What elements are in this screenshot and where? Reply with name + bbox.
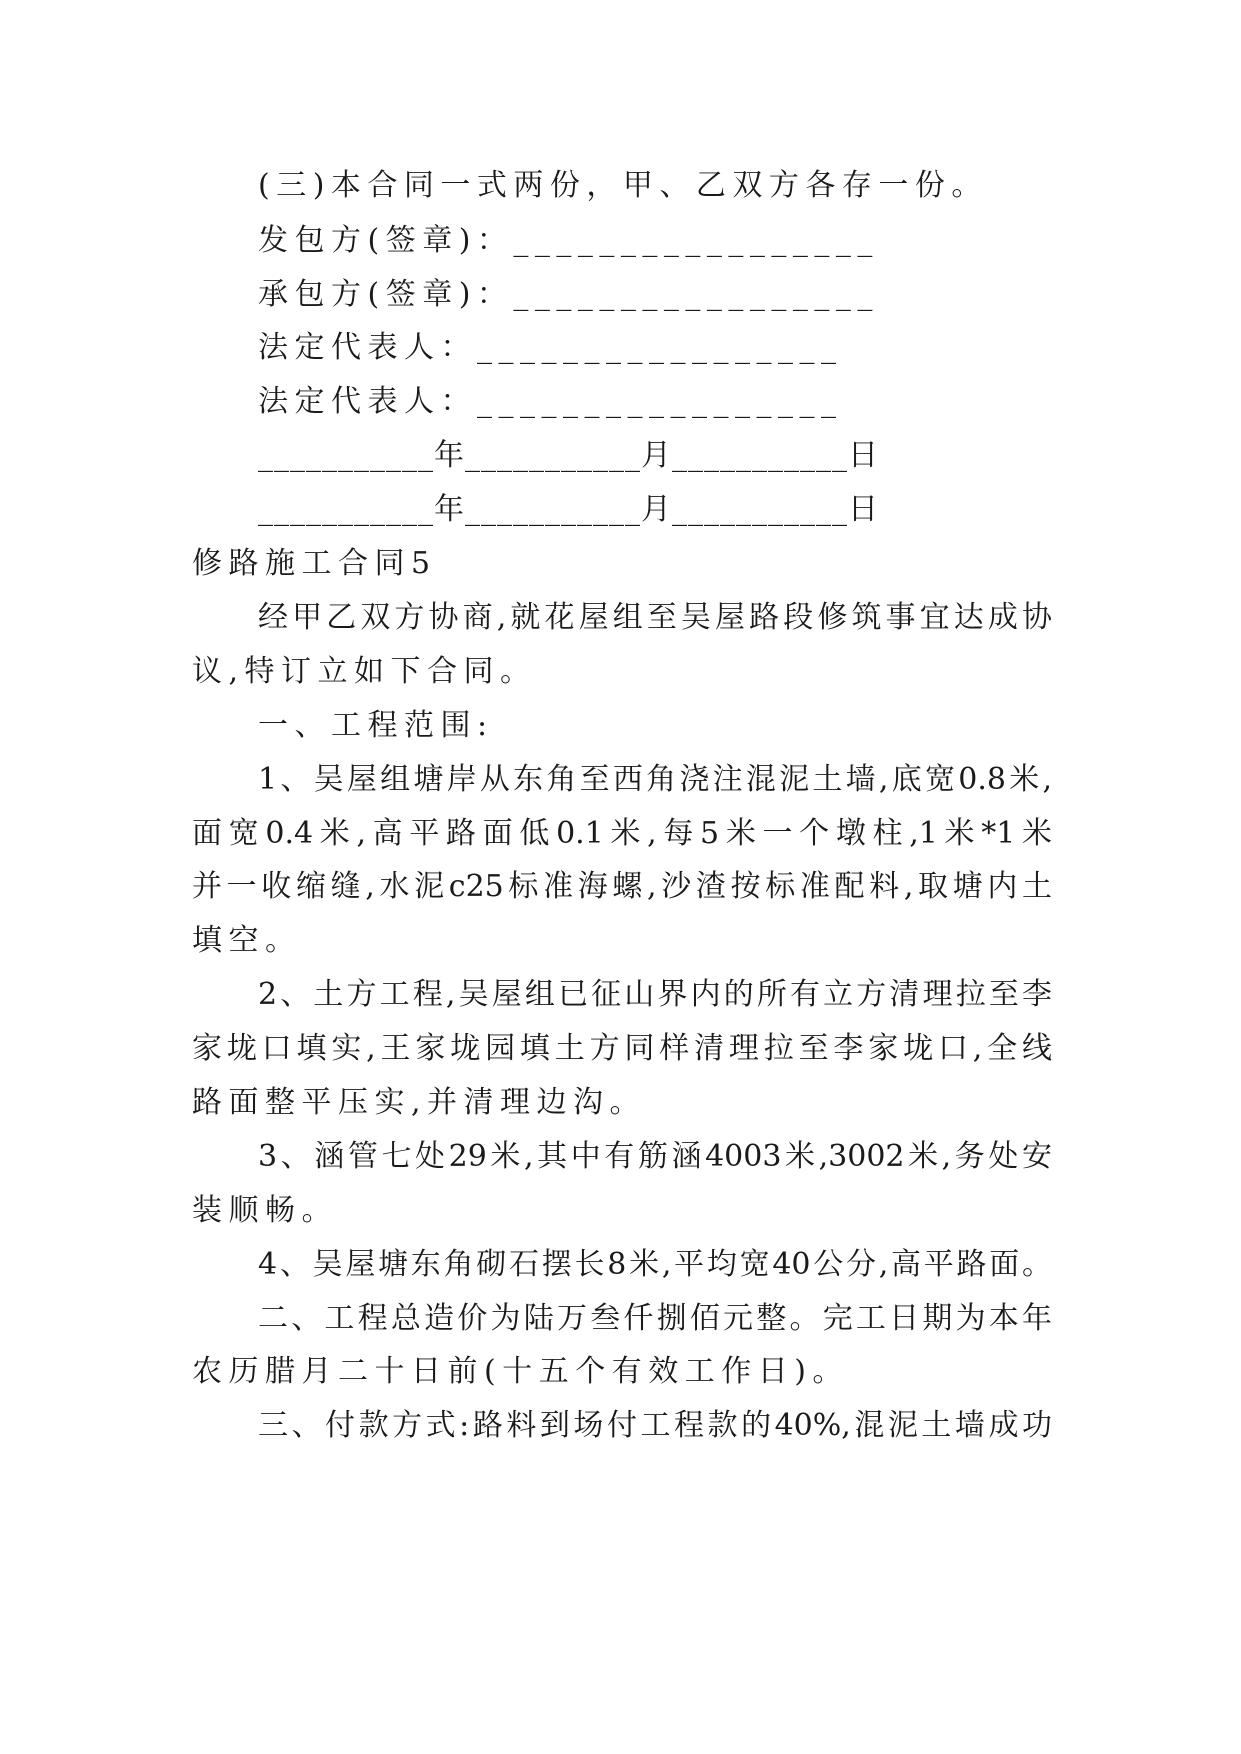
paragraph-line: 4、吴屋塘东角砌石摆长8米,平均宽40公分,高平路面。 (258, 1247, 1052, 1282)
contractor-signature-line: 承包方(签章)：_________________ (258, 277, 879, 312)
date-line: ___________年___________月___________日 (258, 438, 879, 473)
paragraph-line: 3、涵管七处29米,其中有筋涵4003米,3002米,务处安 (258, 1139, 1052, 1174)
section-heading: 一、工程范围: (258, 708, 494, 743)
paragraph-line: 面宽0.4米,高平路面低0.1米,每5米一个墩柱,1米*1米 (192, 816, 1052, 851)
paragraph-line: 2、土方工程,吴屋组已征山界内的所有立方清理拉至李 (258, 977, 1052, 1012)
employer-signature-line: 发包方(签章)：_________________ (258, 223, 879, 258)
date-line: ___________年___________月___________日 (258, 492, 879, 527)
paragraph-line: 经甲乙双方协商,就花屋组至吴屋路段修筑事宜达成协 (258, 600, 1052, 635)
paragraph-line: 填空。 (192, 923, 302, 958)
paragraph-line: 并一收缩缝,水泥c25标准海螺,沙渣按标准配料,取塘内土 (192, 869, 1052, 904)
legal-representative-line: 法定代表人：_________________ (258, 330, 843, 365)
paragraph-line: 1、吴屋组塘岸从东角至西角浇注混泥土墙,底宽0.8米, (258, 762, 1052, 797)
legal-representative-line: 法定代表人：_________________ (258, 384, 843, 419)
paragraph-line: 二、工程总造价为陆万叁仟捌佰元整。完工日期为本年 (258, 1301, 1052, 1336)
paragraph-line: 农历腊月二十日前(十五个有效工作日)。 (192, 1354, 849, 1389)
paragraph-line: 议,特订立如下合同。 (192, 654, 537, 689)
paragraph-line: 装顺畅。 (192, 1193, 338, 1228)
contract-copies-clause: (三)本合同一式两份，甲、乙双方各存一份。 (258, 168, 988, 203)
paragraph-line: 路面整平压实,并清理边沟。 (192, 1085, 647, 1120)
paragraph-line: 三、付款方式:路料到场付工程款的40%,混泥土墙成功 (258, 1408, 1052, 1443)
paragraph-line: 家垅口填实,王家垅园填土方同样清理拉至李家垅口,全线 (192, 1031, 1052, 1066)
section-title: 修路施工合同5 (192, 546, 437, 581)
